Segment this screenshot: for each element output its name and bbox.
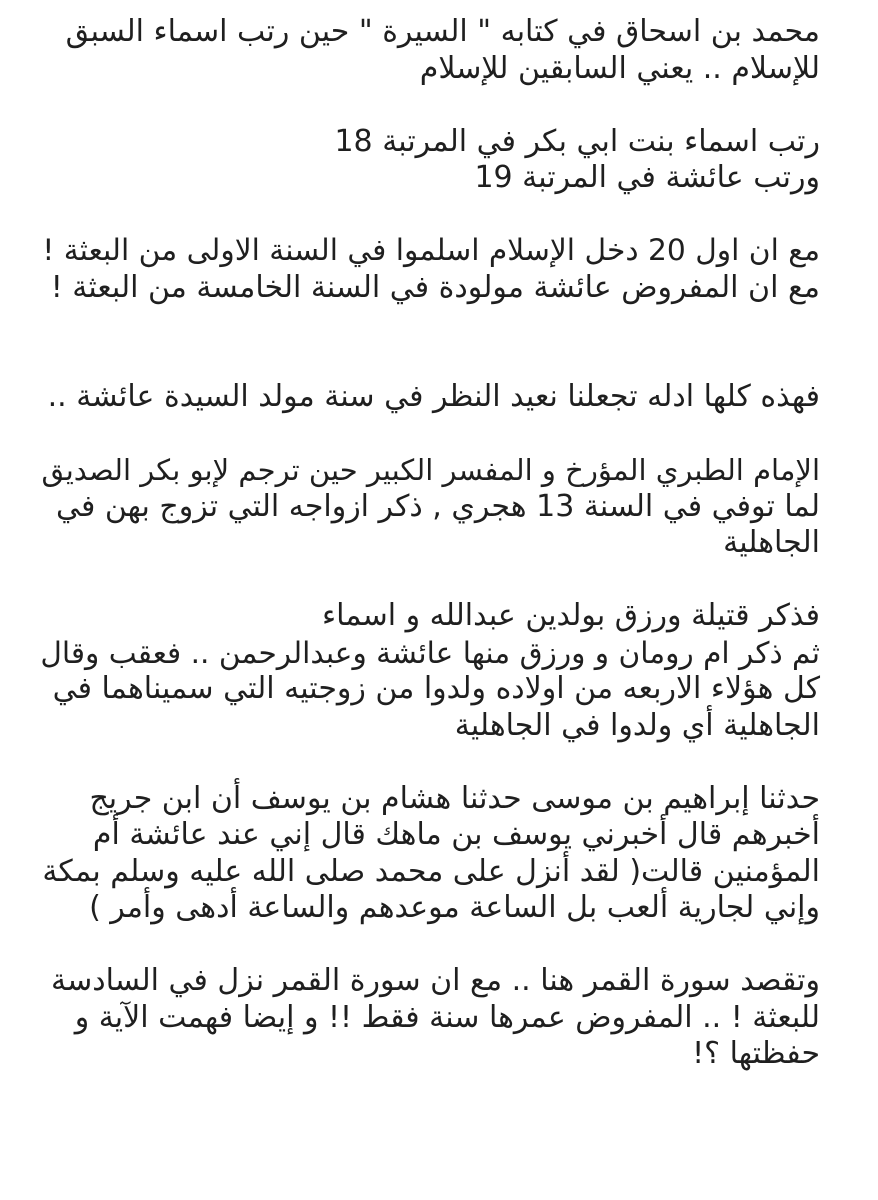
paragraph-5: [40, 452, 820, 562]
paragraph-1: [40, 14, 820, 87]
text-line: المؤمنين قالت( لقد أنزل على محمد صلى الله عليه وسلم بمكة: [42, 853, 820, 889]
text-line: لما توفي في السنة 13 هجري , ذكر ازواجه التي تزوج بهن في: [55, 488, 820, 524]
text-line: حدثنا إبراهيم بن موسى حدثنا هشام بن يوسف أن ابن جريج: [89, 780, 820, 816]
text-line: ثم ذكر ام رومان و ورزق منها عائشة وعبدالرحمن .. فعقب وقال: [40, 635, 820, 670]
text-line: وإني لجارية ألعب بل الساعة موعدهم والساعة أدهى وأمر ): [89, 890, 820, 925]
text-line: للبعثة ! .. المفروض عمرها سنة فقط !! و إيضا فهمت الآية و: [74, 999, 820, 1035]
text-line: أخبرهم قال أخبرني يوسف بن ماهك قال إني عند عائشة أم: [92, 817, 820, 852]
paragraph-7: [40, 781, 820, 927]
text-line: للإسلام .. يعني السابقين للإسلام: [419, 50, 820, 86]
paragraph-4: [40, 379, 820, 416]
text-line: فهذه كلها ادله تجعلنا نعيد النظر في سنة مولد السيدة عائشة ..: [47, 379, 820, 414]
text-line: وتقصد سورة القمر هنا .. مع ان سورة القمر نزل في السادسة: [51, 963, 820, 998]
text-line: كل هؤلاء الاربعه من اولاده ولدوا من زوجتيه التي سميناهما في: [52, 671, 820, 706]
paragraph-6: [40, 598, 820, 744]
text-line: مع ان المفروض عائشة مولودة في السنة الخامسة من البعثة !: [50, 269, 820, 305]
text-line: مع ان اول 20 دخل الإسلام اسلموا في السنة الاولى من البعثة !: [42, 233, 820, 268]
document-body: [40, 14, 820, 1073]
text-line: ورتب عائشة في المرتبة 19: [474, 160, 820, 195]
text-line: محمد بن اسحاق في كتابه " السيرة " حين رتب اسماء السبق: [65, 14, 820, 49]
text-line: الإمام الطبري المؤرخ و المفسر الكبير حين ترجم لإبو بكر الصديق: [41, 453, 820, 487]
paragraph-3: [40, 233, 820, 306]
text-line: رتب اسماء بنت ابي بكر في المرتبة 18: [334, 123, 820, 159]
paragraph-2: [40, 124, 820, 197]
text-line: حفظتها ؟!: [692, 1036, 820, 1071]
text-line: الجاهلية أي ولدوا في الجاهلية: [454, 707, 820, 743]
text-line: فذكر قتيلة ورزق بولدين عبدالله و اسماء: [321, 598, 820, 633]
paragraph-8: [40, 963, 820, 1073]
text-line: الجاهلية: [723, 525, 820, 560]
